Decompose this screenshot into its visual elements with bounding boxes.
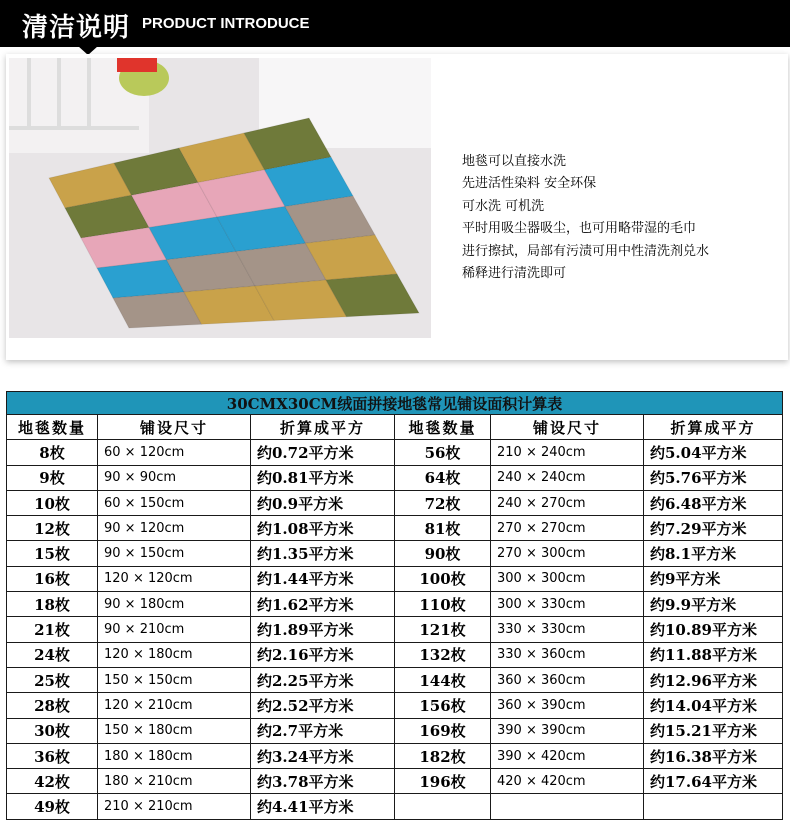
column-header: 折算成平方	[251, 415, 395, 440]
table-row	[7, 718, 783, 743]
table-cell: 90 × 180cm	[98, 592, 251, 617]
section-title-en: PRODUCT INTRODUCE	[142, 15, 310, 32]
table-cell: 约0.9平方米	[251, 490, 395, 515]
table-row	[7, 617, 783, 642]
section-header	[0, 0, 790, 47]
table-cell: 约11.88平方米	[644, 642, 783, 667]
table-row	[7, 465, 783, 490]
table-cell: 约16.38平方米	[644, 743, 783, 768]
table-cell: 169枚	[395, 718, 491, 743]
table-cell: 270 × 300cm	[491, 541, 644, 566]
table-cell: 110枚	[395, 592, 491, 617]
table-cell: 156枚	[395, 693, 491, 718]
table-cell: 150 × 150cm	[98, 667, 251, 692]
table-cell: 90 × 120cm	[98, 516, 251, 541]
table-row	[7, 769, 783, 794]
table-cell: 330 × 360cm	[491, 642, 644, 667]
table-cell: 约7.29平方米	[644, 516, 783, 541]
table-header-row	[7, 415, 783, 440]
table-cell: 180 × 210cm	[98, 769, 251, 794]
table-cell: 约1.44平方米	[251, 566, 395, 591]
table-cell: 120 × 120cm	[98, 566, 251, 591]
table-cell: 约9平方米	[644, 566, 783, 591]
table-cell: 约14.04平方米	[644, 693, 783, 718]
table-cell: 24枚	[7, 642, 98, 667]
table-cell: 360 × 390cm	[491, 693, 644, 718]
table-cell: 25枚	[7, 667, 98, 692]
rug-illustration	[9, 58, 431, 338]
table-cell: 约5.04平方米	[644, 440, 783, 465]
table-cell	[644, 794, 783, 819]
table-cell: 约3.24平方米	[251, 743, 395, 768]
table-cell: 120 × 210cm	[98, 693, 251, 718]
area-table	[6, 391, 783, 820]
description-line: 稀释进行清洗即可	[462, 266, 567, 282]
table-cell: 144枚	[395, 667, 491, 692]
table-cell: 约5.76平方米	[644, 465, 783, 490]
table-cell: 约1.08平方米	[251, 516, 395, 541]
description-line: 可水洗 可机洗	[462, 198, 545, 214]
table-row	[7, 440, 783, 465]
table-cell: 120 × 180cm	[98, 642, 251, 667]
table-row	[7, 566, 783, 591]
table-cell: 9枚	[7, 465, 98, 490]
table-cell	[491, 794, 644, 819]
table-cell: 约12.96平方米	[644, 667, 783, 692]
table-cell	[395, 794, 491, 819]
table-cell: 90 × 210cm	[98, 617, 251, 642]
table-row	[7, 642, 783, 667]
table-row	[7, 592, 783, 617]
table-cell: 56枚	[395, 440, 491, 465]
table-cell: 约0.81平方米	[251, 465, 395, 490]
table-cell: 约4.41平方米	[251, 794, 395, 819]
table-cell: 210 × 210cm	[98, 794, 251, 819]
table-cell: 240 × 270cm	[491, 490, 644, 515]
column-header: 铺设尺寸	[98, 415, 251, 440]
table-title: 30CMX30CM绒面拼接地毯常见铺设面积计算表	[7, 392, 783, 415]
column-header: 折算成平方	[644, 415, 783, 440]
table-cell: 420 × 420cm	[491, 769, 644, 794]
table-cell: 132枚	[395, 642, 491, 667]
table-cell: 约8.1平方米	[644, 541, 783, 566]
table-cell: 180 × 180cm	[98, 743, 251, 768]
section-title-zh: 清洁说明	[22, 13, 131, 43]
table-cell: 390 × 390cm	[491, 718, 644, 743]
table-cell: 300 × 300cm	[491, 566, 644, 591]
table-cell: 16枚	[7, 566, 98, 591]
table-cell: 约17.64平方米	[644, 769, 783, 794]
table-cell: 196枚	[395, 769, 491, 794]
table-cell: 240 × 240cm	[491, 465, 644, 490]
table-cell: 42枚	[7, 769, 98, 794]
table-cell: 18枚	[7, 592, 98, 617]
table-cell: 390 × 420cm	[491, 743, 644, 768]
table-cell: 150 × 180cm	[98, 718, 251, 743]
table-cell: 121枚	[395, 617, 491, 642]
table-cell: 约0.72平方米	[251, 440, 395, 465]
table-cell: 300 × 330cm	[491, 592, 644, 617]
table-cell: 36枚	[7, 743, 98, 768]
table-cell: 21枚	[7, 617, 98, 642]
table-cell: 10枚	[7, 490, 98, 515]
table-cell: 270 × 270cm	[491, 516, 644, 541]
table-row	[7, 516, 783, 541]
table-cell: 360 × 360cm	[491, 667, 644, 692]
table-cell: 60 × 120cm	[98, 440, 251, 465]
description-line: 进行擦拭，局部有污渍可用中性清洗剂兑水	[462, 243, 710, 259]
table-cell: 49枚	[7, 794, 98, 819]
table-cell: 约2.52平方米	[251, 693, 395, 718]
table-row	[7, 541, 783, 566]
column-header: 铺设尺寸	[491, 415, 644, 440]
table-cell: 约2.25平方米	[251, 667, 395, 692]
description-line: 地毯可以直接水洗	[462, 154, 567, 169]
column-header: 地毯数量	[395, 415, 491, 440]
table-cell: 90枚	[395, 541, 491, 566]
description-line: 平时用吸尘器吸尘，也可用略带湿的毛巾	[462, 221, 697, 237]
product-photo	[9, 58, 431, 338]
table-cell: 约2.7平方米	[251, 718, 395, 743]
table-cell: 约9.9平方米	[644, 592, 783, 617]
table-cell: 330 × 330cm	[491, 617, 644, 642]
table-cell: 约10.89平方米	[644, 617, 783, 642]
table-cell: 8枚	[7, 440, 98, 465]
table-cell: 约2.16平方米	[251, 642, 395, 667]
table-cell: 12枚	[7, 516, 98, 541]
table-cell: 约15.21平方米	[644, 718, 783, 743]
table-row	[7, 794, 783, 819]
table-cell: 90 × 90cm	[98, 465, 251, 490]
table-row	[7, 490, 783, 515]
table-cell: 约1.62平方米	[251, 592, 395, 617]
table-row	[7, 693, 783, 718]
table-cell: 约3.78平方米	[251, 769, 395, 794]
table-row	[7, 743, 783, 768]
table-cell: 100枚	[395, 566, 491, 591]
table-cell: 182枚	[395, 743, 491, 768]
table-cell: 72枚	[395, 490, 491, 515]
table-cell: 约1.89平方米	[251, 617, 395, 642]
table-cell: 64枚	[395, 465, 491, 490]
table-cell: 28枚	[7, 693, 98, 718]
table-cell: 210 × 240cm	[491, 440, 644, 465]
description-line: 先进活性染料 安全环保	[462, 176, 597, 192]
cleaning-description	[462, 151, 709, 285]
table-cell: 约6.48平方米	[644, 490, 783, 515]
table-cell: 约1.35平方米	[251, 541, 395, 566]
table-row	[7, 667, 783, 692]
table-cell: 90 × 150cm	[98, 541, 251, 566]
table-cell: 81枚	[395, 516, 491, 541]
table-cell: 15枚	[7, 541, 98, 566]
area-table-wrapper	[6, 391, 782, 820]
table-cell: 30枚	[7, 718, 98, 743]
column-header: 地毯数量	[7, 415, 98, 440]
table-cell: 60 × 150cm	[98, 490, 251, 515]
